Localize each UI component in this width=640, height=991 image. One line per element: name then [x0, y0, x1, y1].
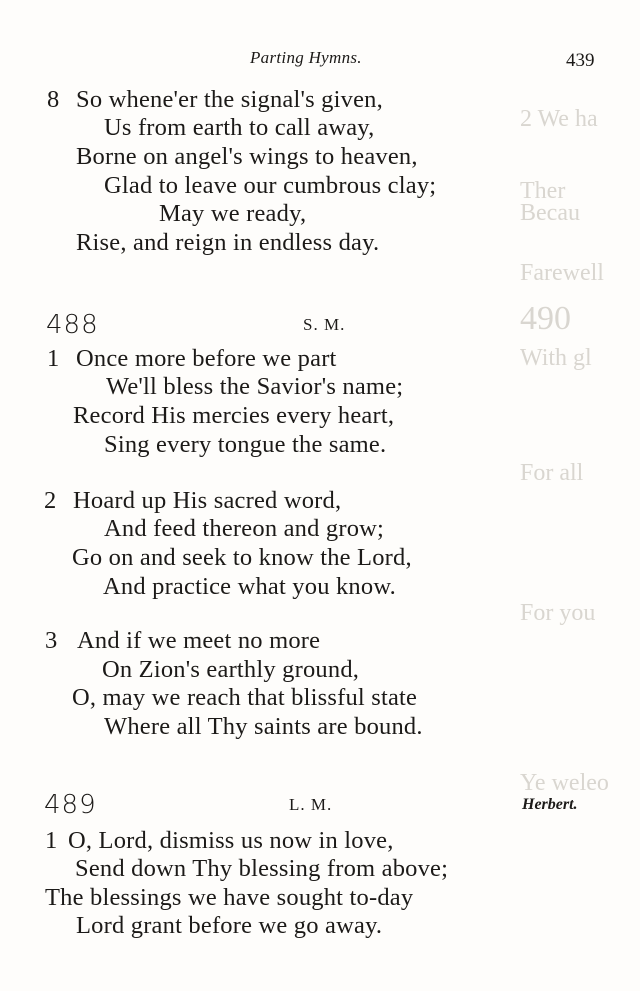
verse-number: 1: [47, 345, 60, 372]
hymn-meter: L. M.: [289, 795, 333, 814]
verse-line: Hoard up His sacred word,: [73, 487, 342, 514]
verse-line: Borne on angel's wings to heaven,: [76, 143, 418, 170]
verse-line: Sing every tongue the same.: [104, 431, 387, 458]
verse-line: Go on and seek to know the Lord,: [72, 544, 412, 571]
verse-line: On Zion's earthly ground,: [102, 656, 360, 683]
verse-line: Glad to leave our cumbrous clay;: [104, 172, 437, 199]
hymn-number: 488: [46, 310, 99, 340]
show-through-text: Farewell: [520, 260, 604, 286]
verse-line: We'll bless the Savior's name;: [106, 373, 404, 400]
verse-line: May we ready,: [159, 200, 307, 227]
hymn-meter: S. M.: [303, 315, 346, 334]
show-through-text: Ye weleo: [520, 770, 609, 796]
verse-line: And if we meet no more: [77, 627, 321, 654]
verse-line: Rise, and reign in endless day.: [76, 229, 380, 256]
verse-line: Send down Thy blessing from above;: [75, 855, 449, 882]
verse-line: And feed thereon and grow;: [104, 515, 385, 542]
verse-line: Us from earth to call away,: [104, 114, 375, 141]
verse-line: O, may we reach that blissful state: [72, 684, 418, 711]
hymn-number: 489: [44, 790, 97, 820]
verse-line: Record His mercies every heart,: [73, 402, 395, 429]
show-through-text: Ther: [520, 178, 566, 204]
verse-line: Once more before we part: [76, 345, 337, 372]
page-number: 439: [566, 50, 595, 71]
verse-number: 1: [45, 827, 58, 854]
running-header-title: Parting Hymns.: [250, 48, 362, 67]
verse-line: The blessings we have sought to-day: [45, 884, 414, 911]
verse-number: 3: [45, 627, 58, 654]
verse-line: Lord grant before we go away.: [76, 912, 383, 939]
verse-line: So whene'er the signal's given,: [76, 86, 383, 113]
verse-line: O, Lord, dismiss us now in love,: [68, 827, 394, 854]
show-through-text: 2 We ha: [520, 106, 598, 132]
show-through-text: For you: [520, 600, 596, 626]
show-through-text: 490: [520, 300, 571, 337]
show-through-text: For all: [520, 460, 584, 486]
verse-line: Where all Thy saints are bound.: [104, 713, 423, 740]
verse-number: 2: [44, 487, 57, 514]
show-through-text: With gl: [520, 345, 592, 371]
verse-line: And practice what you know.: [103, 573, 396, 600]
show-through-text: Becau: [520, 200, 580, 226]
tune-name: Herbert.: [522, 796, 578, 813]
verse-number: 8: [47, 86, 60, 113]
